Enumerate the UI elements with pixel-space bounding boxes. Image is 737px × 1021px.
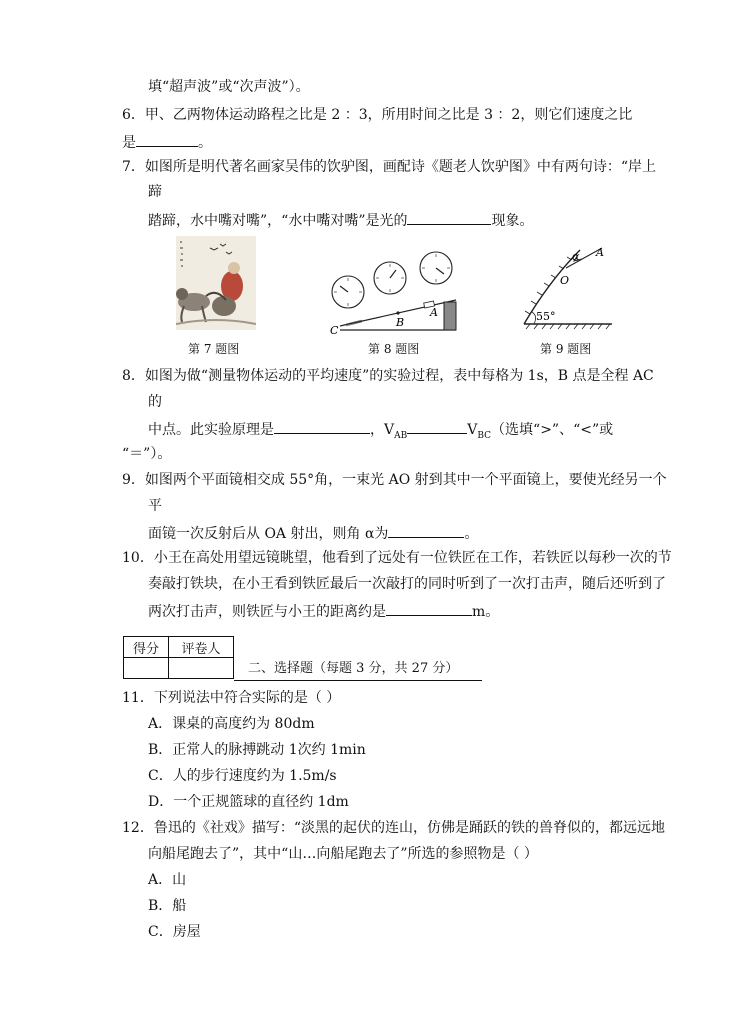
q9-line1: 9．如图两个平面镜相交成 55°角，一束光 AO 射到其中一个平面镜上，要使光经另一个 bbox=[122, 472, 667, 488]
score-table bbox=[123, 636, 234, 679]
q5-tail: 填“超声波”或“次声波”）。 bbox=[148, 79, 310, 95]
q8-line4: “＝”）。 bbox=[122, 446, 172, 462]
q10-line1: 10．小王在高处用望远镜眺望，他看到了远处有一位铁匠在工作，若铁匠以每秒一次的节 bbox=[122, 550, 672, 566]
q11-option-c[interactable]: C．人的步行速度约为 1.5m/s bbox=[148, 768, 337, 784]
q9-answer-blank[interactable] bbox=[388, 523, 464, 538]
q7-answer-blank[interactable] bbox=[407, 210, 491, 225]
q10-answer-blank[interactable] bbox=[386, 601, 472, 616]
q6-line1: 6．甲、乙两物体运动路程之比是 2 ：3，所用时间之比是 3 ：2，则它们速度之比 bbox=[122, 107, 633, 123]
fig9-label-alpha: α bbox=[572, 250, 580, 263]
q9-line2: 平 bbox=[148, 498, 162, 514]
fig7-painting bbox=[176, 236, 256, 330]
q12-line1: 12．鲁迅的《社戏》描写：“淡黑的起伏的连山，仿佛是踊跃的铁的兽脊似的，都远远地 bbox=[122, 820, 665, 836]
score-cell[interactable] bbox=[124, 658, 169, 679]
fig8-label-a: A bbox=[430, 306, 438, 319]
q6-line2: 是 。 bbox=[122, 132, 212, 152]
fig9-label-angle: 55° bbox=[536, 310, 556, 323]
score-header: 得分 bbox=[124, 637, 169, 658]
q11-option-d[interactable]: D．一个正规篮球的直径约 1dm bbox=[148, 794, 349, 810]
q12-option-a[interactable]: A．山 bbox=[148, 872, 187, 888]
fig9-caption: 第 9 题图 bbox=[540, 342, 592, 356]
q8-line2: 的 bbox=[148, 394, 162, 410]
section-divider bbox=[234, 680, 482, 681]
q11-stem: 11．下列说法中符合实际的是（ ） bbox=[122, 690, 341, 706]
fig8-caption: 第 8 题图 bbox=[368, 342, 420, 356]
q6-answer-blank[interactable] bbox=[136, 132, 198, 147]
q11-option-a[interactable]: A．课桌的高度约为 80dm bbox=[148, 716, 315, 732]
grader-cell[interactable] bbox=[169, 658, 234, 679]
q12-option-c[interactable]: C．房屋 bbox=[148, 924, 201, 940]
q8-line1: 8．如图为做“测量物体运动的平均速度”的实验过程，表中每格为 1s，B 点是全程 AC bbox=[122, 368, 654, 384]
section2-heading: 二、选择题（每题 3 分，共 27 分） bbox=[248, 661, 459, 676]
fig9-label-a: A bbox=[596, 246, 604, 259]
q10-line3: 两次打击声，则铁匠与小王的距离约是 m。 bbox=[148, 601, 499, 621]
q12-option-b[interactable]: B．船 bbox=[148, 898, 187, 914]
q11-option-b[interactable]: B．正常人的脉搏跳动 1次约 1min bbox=[148, 742, 366, 758]
grader-header: 评卷人 bbox=[169, 637, 234, 658]
fig8-label-c: C bbox=[330, 324, 339, 337]
q8-compare-blank[interactable] bbox=[407, 419, 467, 434]
fig9-mirror-diagram bbox=[520, 240, 620, 332]
q10-line2: 奏敲打铁块，在小王看到铁匠最后一次敲打的同时听到了一次打击声，随后还听到了 bbox=[148, 576, 666, 592]
fig7-caption: 第 7 题图 bbox=[188, 342, 240, 356]
q12-line2: 向船尾跑去了”，其中“山…向船尾跑去了”所选的参照物是（ ） bbox=[148, 846, 538, 862]
q8-principle-blank[interactable] bbox=[274, 419, 370, 434]
q7-line3: 踏蹄，水中嘴对嘴”，“水中嘴对嘴”是光的 现象。 bbox=[148, 210, 533, 230]
q7-line2: 蹄 bbox=[148, 184, 162, 200]
fig8-incline-diagram bbox=[326, 246, 466, 338]
fig8-label-b: B bbox=[396, 316, 405, 329]
q7-line1: 7．如图所是明代著名画家吴伟的饮驴图，画配诗《题老人饮驴图》中有两句诗：“岸上 bbox=[122, 159, 657, 175]
q9-line3: 面镜一次反射后从 OA 射出，则角 α为 。 bbox=[148, 523, 478, 543]
q8-line3: 中点。此实验原理是 ，$V_{AB}$ $V_{BC}$（选填“>”、“<”或 bbox=[148, 419, 613, 445]
fig9-label-o: O bbox=[560, 274, 570, 287]
